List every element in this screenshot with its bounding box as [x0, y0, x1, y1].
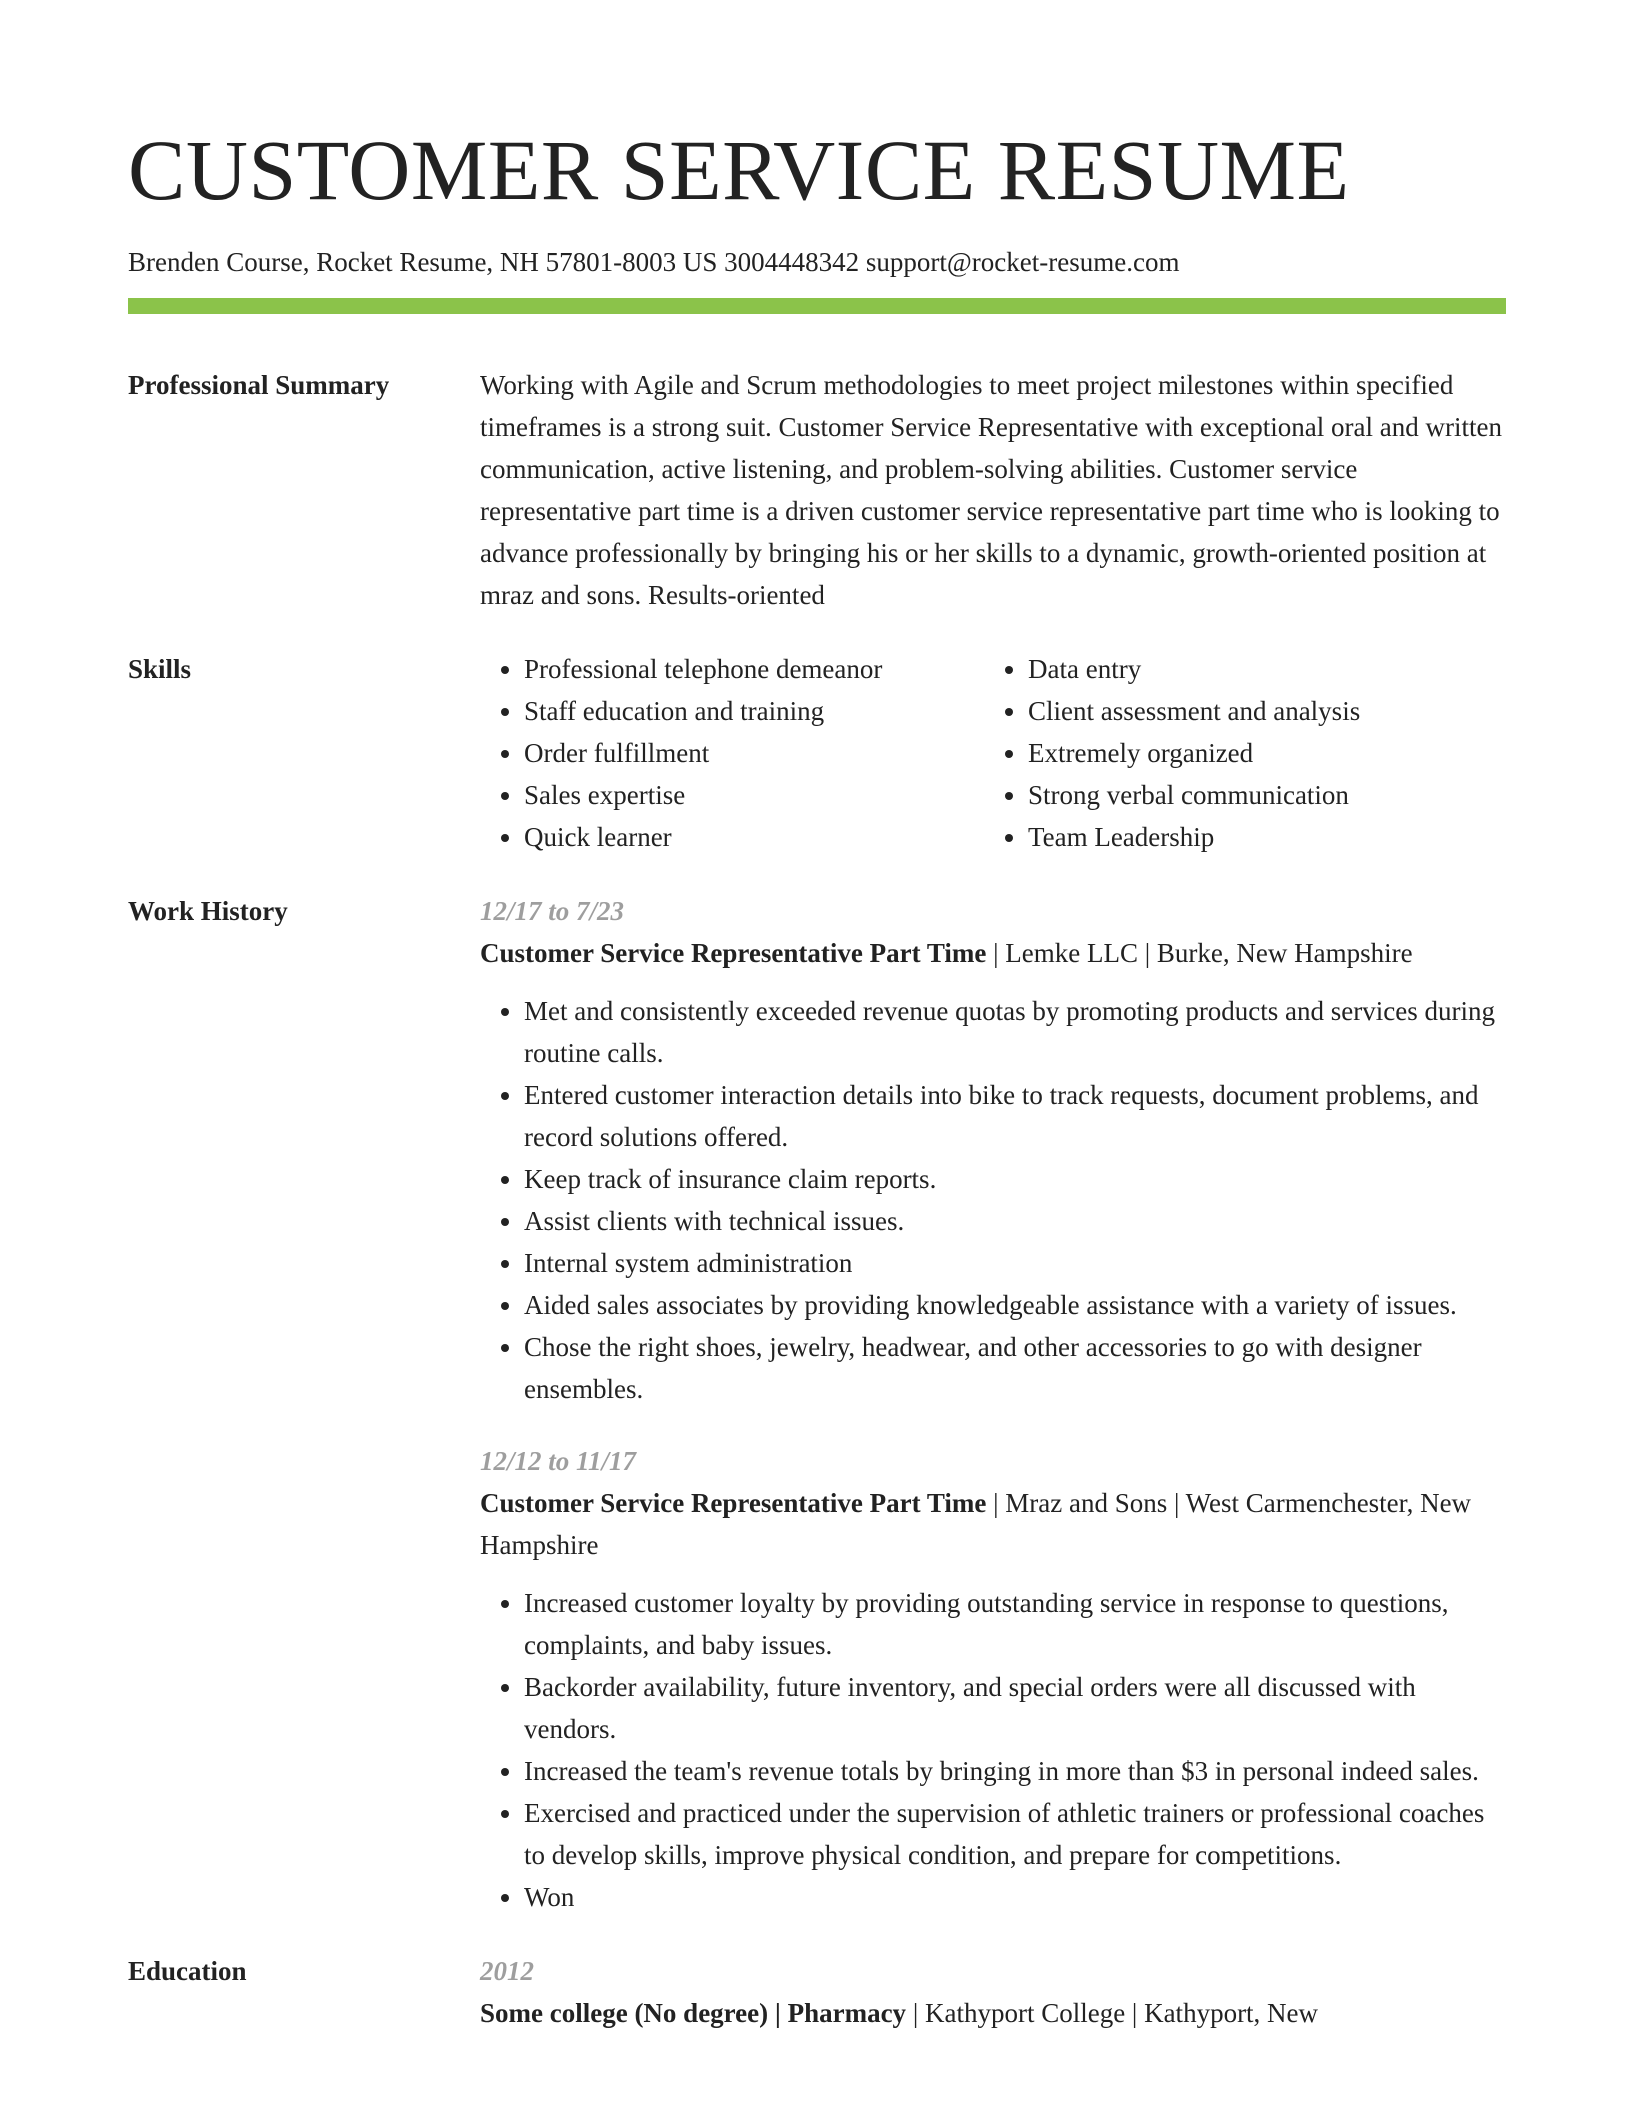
job-heading — [480, 932, 1506, 974]
contact-info: Brenden Course, Rocket Resume, NH 57801-8003 US 3004448342 support@rocket-resume.com — [128, 247, 1180, 277]
skill-item: • Staff education and training — [524, 690, 984, 732]
duty-item: • Met and consistently exceeded revenue quotas by promoting products and services during routine calls. — [524, 990, 1506, 1074]
section-label-summary: Professional Summary — [128, 370, 390, 400]
job-title: Customer Service Representative Part Time — [480, 938, 987, 968]
duty-item: • Increased customer loyalty by providing outstanding service in response to questions, complaints, and baby issues. — [524, 1582, 1506, 1666]
duty-item: • Entered customer interaction details into bike to track requests, document problems, and record solutions offered. — [524, 1074, 1506, 1158]
education-heading — [480, 1992, 1506, 2034]
duty-item: • Backorder availability, future inventory, and special orders were all discussed with vendors. — [524, 1666, 1506, 1750]
job-duties — [480, 1582, 1506, 1918]
duty-item: • Exercised and practiced under the supervision of athletic trainers or professional coaches to develop skills, improve physical condition, and prepare for competitions. — [524, 1792, 1506, 1876]
education-degree: Some college (No degree) | Pharmacy — [480, 1998, 907, 2028]
skill-item: • Professional telephone demeanor — [524, 648, 984, 690]
skill-item: • Quick learner — [524, 816, 984, 858]
education-school: | Kathyport College | Kathyport, New — [906, 1998, 1319, 2028]
job-title: Customer Service Representative Part Time — [480, 1488, 987, 1518]
duty-item: • Chose the right shoes, jewelry, headwear, and other accessories to go with designer ensembles. — [524, 1326, 1506, 1410]
education-section — [128, 1950, 1506, 2034]
work-history-body — [480, 890, 1506, 1918]
education-body — [480, 1950, 1506, 2034]
resume-page — [128, 0, 1506, 2034]
work-history-section — [128, 890, 1506, 1918]
job-heading — [480, 1482, 1506, 1566]
summary-body — [480, 364, 1506, 616]
job-duties — [480, 990, 1506, 1410]
duty-item: • Increased the team's revenue totals by bringing in more than $3 in personal indeed sales. — [524, 1750, 1506, 1792]
duty-item: • Keep track of insurance claim reports. — [524, 1158, 1506, 1200]
skills-column-right — [984, 648, 1488, 858]
section-label-work: Work History — [128, 896, 288, 926]
skill-item: • Order fulfillment — [524, 732, 984, 774]
skills-column-left — [480, 648, 984, 858]
section-label-skills: Skills — [128, 654, 192, 684]
skill-item: • Sales expertise — [524, 774, 984, 816]
skill-item: • Client assessment and analysis — [1028, 690, 1488, 732]
job-employer: | Mraz and Sons | West Carmenchester, New Hampshire — [480, 1488, 1472, 1560]
duty-item: • Aided sales associates by providing knowledgeable assistance with a variety of issues. — [524, 1284, 1506, 1326]
job-employer: | Lemke LLC | Burke, New Hampshire — [986, 938, 1413, 968]
duty-item: • Won — [524, 1876, 1506, 1918]
skill-item: • Strong verbal communication — [1028, 774, 1488, 816]
job-dates: 12/12 to 11/17 — [480, 1446, 637, 1476]
skills-list — [480, 648, 1506, 858]
summary-section — [128, 364, 1506, 616]
job-entry — [480, 890, 1506, 1410]
skills-section — [128, 648, 1506, 858]
skill-item: • Team Leadership — [1028, 816, 1488, 858]
section-label-education: Education — [128, 1956, 247, 1986]
skill-item: • Data entry — [1028, 648, 1488, 690]
duty-item: • Assist clients with technical issues. — [524, 1200, 1506, 1242]
job-entry — [480, 1440, 1506, 1918]
resume-title: CUSTOMER SERVICE RESUME — [128, 122, 1350, 218]
skill-item: • Extremely organized — [1028, 732, 1488, 774]
summary-text: Working with Agile and Scrum methodologies to meet project milestones within specified timeframes is a strong suit. Customer Service Representative with exceptional oral and written communication, active listening, and problem-solving abilities. Customer service representative part time is a driven customer service representative part time who is looking to advance professionally by bringing his or her skills to a dynamic, growth-oriented position at mraz and sons. Results-oriented — [480, 370, 1502, 610]
education-year: 2012 — [480, 1956, 534, 1986]
job-dates: 12/17 to 7/23 — [480, 896, 625, 926]
duty-item: • Internal system administration — [524, 1242, 1506, 1284]
accent-divider — [128, 298, 1506, 314]
